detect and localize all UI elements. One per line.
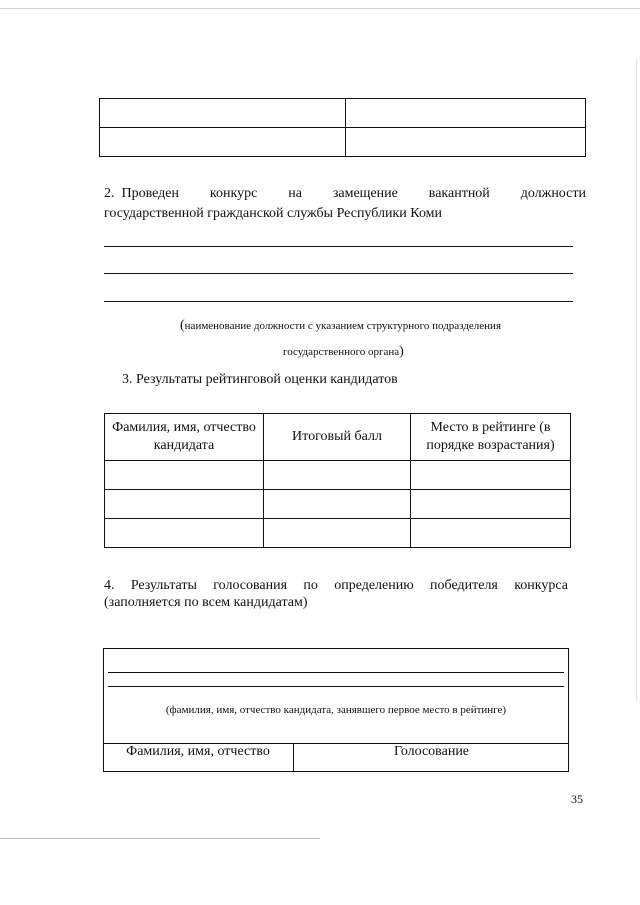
word: по	[303, 578, 318, 593]
scan-edge-bottom	[0, 838, 320, 839]
fill-in-line	[104, 273, 573, 274]
table-cell	[411, 519, 571, 548]
table-cell	[105, 490, 264, 519]
table-row	[105, 490, 571, 519]
word: вакантной	[428, 186, 490, 201]
section-4-paragraph	[104, 577, 568, 611]
section-number: 2. Проведен	[104, 186, 179, 201]
table-cell	[411, 461, 571, 490]
column-header-rank: Место в рейтинге (в порядке возрастания)	[411, 414, 571, 461]
section-2-paragraph	[104, 184, 586, 224]
voting-header-row	[103, 743, 569, 772]
word: на	[288, 186, 302, 201]
word: конкурс	[209, 186, 258, 201]
word: Результаты	[130, 578, 197, 593]
section-4-line1	[104, 577, 568, 594]
table-row	[100, 128, 586, 157]
word: должности	[520, 186, 586, 201]
voting-table	[103, 648, 569, 772]
section-4-line2: (заполняется по всем кандидатам)	[104, 595, 308, 610]
continuation-table	[99, 98, 586, 157]
section-2-line1	[104, 184, 586, 204]
column-header-fullname: Фамилия, имя, отчество	[103, 744, 294, 772]
position-caption-line1: (наименование должности с указанием структурного подразделения	[180, 318, 502, 333]
word: победителя	[430, 578, 498, 593]
rating-table	[104, 413, 571, 548]
word: голосования	[213, 578, 288, 593]
table-cell	[105, 519, 264, 548]
word: определению	[334, 578, 414, 593]
position-caption-line2: государственного органа)	[283, 344, 404, 359]
table-row	[105, 461, 571, 490]
fill-in-line	[108, 672, 564, 673]
table-cell	[346, 99, 586, 128]
fill-in-line	[108, 686, 564, 687]
table-cell	[100, 128, 346, 157]
table-cell	[100, 99, 346, 128]
section-3-heading: 3. Результаты рейтинговой оценки кандидатов	[122, 372, 398, 387]
section-number: 4.	[104, 578, 115, 593]
scan-edge-top	[0, 8, 640, 9]
scan-edge-right	[636, 60, 637, 700]
word: замещение	[332, 186, 398, 201]
fill-in-line	[104, 301, 573, 302]
table-cell	[411, 490, 571, 519]
table-cell	[264, 490, 411, 519]
page-number: 35	[571, 792, 583, 806]
column-header-voting: Голосование	[393, 744, 470, 759]
table-cell	[264, 461, 411, 490]
table-row	[100, 99, 586, 128]
winner-caption: (фамилия, имя, отчество кандидата, занявшего первое место в рейтинге)	[165, 704, 507, 716]
column-header-name: Фамилия, имя, отчество кандидата	[105, 414, 264, 461]
section-2-line2: государственной гражданской службы Республики Коми	[104, 206, 443, 221]
word: конкурса	[514, 578, 568, 593]
column-header-score: Итоговый балл	[264, 414, 411, 461]
table-cell	[264, 519, 411, 548]
table-cell	[105, 461, 264, 490]
fill-in-line	[104, 246, 573, 247]
table-header-row	[105, 414, 571, 461]
table-row	[105, 519, 571, 548]
table-cell	[346, 128, 586, 157]
